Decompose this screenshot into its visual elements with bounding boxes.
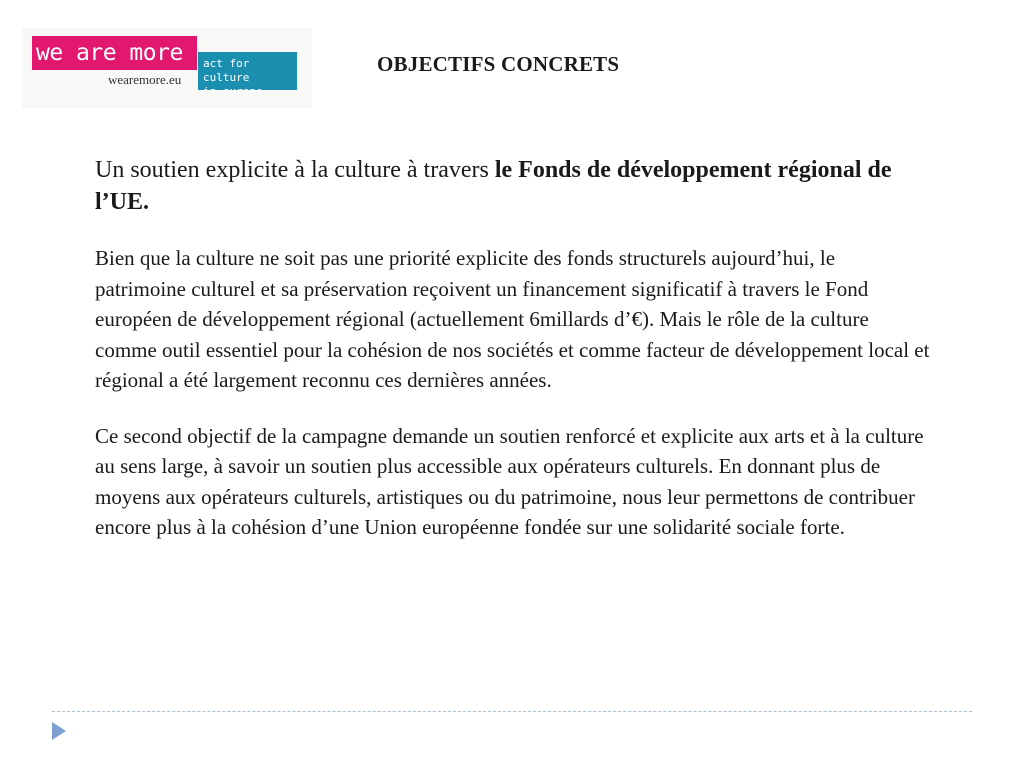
slide-content [95, 154, 930, 568]
logo-tagline-line1: act for culture [203, 57, 250, 84]
logo-tagline-line2: in europe [203, 85, 263, 98]
paragraph-2: Ce second objectif de la campagne demande un soutien renforcé et explicite aux arts et à la culture au sens large, à savoir un soutien plus accessible aux opérateurs culturels. En donnant plus de moyens aux opérateurs culturels, artistiques ou du patrimoine, nous leur permettons de contribuer encore plus à la cohésion d’une Union européenne fondée sur une solidarité sociale forte. [95, 423, 924, 539]
logo-tagline [198, 52, 297, 98]
we-are-more-logo [22, 28, 312, 108]
lead-normal-text: Un soutien explicite à la culture à travers [95, 157, 495, 183]
slide-title: OBJECTIFS CONCRETS [377, 52, 620, 76]
triangle-right-icon[interactable] [50, 721, 68, 741]
logo-url: wearemore.eu [108, 72, 182, 87]
lead-sentence [95, 154, 930, 218]
paragraph-1: Bien que la culture ne soit pas une priorité explicite des fonds structurels aujourd’hui, le patrimoine culturel et sa préservation reçoivent un financement significatif à travers le Fond européen de développement régional (actuellement 6millards d’€). Mais le rôle de la culture comme outil essentiel pour la cohésion de nos sociétés et comme facteur de développement local et régional a été largement reconnu ces dernières années. [95, 246, 930, 392]
logo-main-text: we are more [32, 36, 197, 70]
lead-bold-text: le Fonds de développement régional de l’UE. [95, 157, 892, 215]
footer-divider [52, 711, 972, 712]
